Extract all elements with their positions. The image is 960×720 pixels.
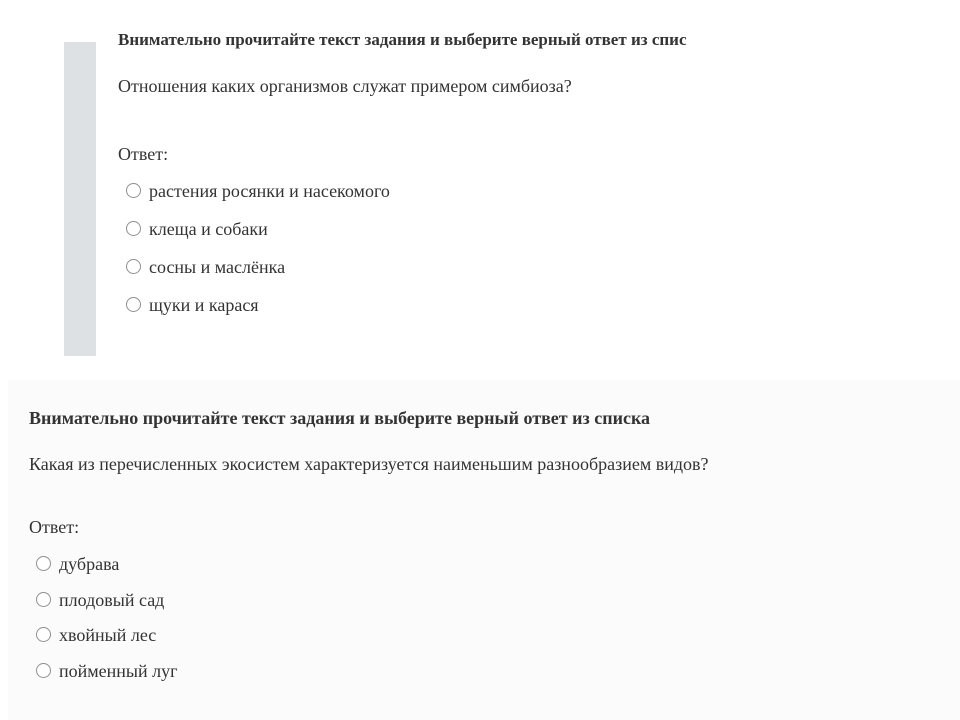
radio-button[interactable] — [36, 627, 51, 642]
answer-options — [126, 180, 390, 332]
answer-option[interactable] — [36, 553, 178, 589]
question-side-bar — [64, 42, 96, 356]
option-label[interactable]: клеща и собаки — [149, 219, 268, 239]
radio-button[interactable] — [126, 259, 141, 274]
option-label[interactable]: сосны и маслёнка — [149, 257, 286, 277]
answer-option[interactable] — [36, 624, 178, 660]
radio-button[interactable] — [36, 663, 51, 678]
option-label[interactable]: пойменный луг — [59, 660, 178, 681]
quiz-question-ecosystem — [0, 380, 960, 720]
answer-label: Ответ: — [29, 517, 80, 537]
quiz-question-symbiosis — [64, 0, 960, 356]
answer-option[interactable] — [126, 294, 390, 332]
answer-option[interactable] — [126, 256, 390, 294]
option-label[interactable]: щуки и карася — [149, 295, 259, 315]
radio-button[interactable] — [126, 297, 141, 312]
answer-options — [36, 553, 178, 695]
radio-button[interactable] — [36, 556, 51, 571]
option-label[interactable]: хвойный лес — [59, 625, 157, 645]
answer-label: Ответ: — [118, 144, 169, 164]
question-text: Какая из перечисленных экосистем характеризуется наименьшим разнообразием видов? — [29, 454, 709, 474]
question-text: Отношения каких организмов служат примером симбиоза? — [118, 76, 572, 96]
answer-option[interactable] — [36, 589, 178, 625]
radio-button[interactable] — [126, 183, 141, 198]
radio-button[interactable] — [36, 592, 51, 607]
option-label[interactable]: дубрава — [59, 554, 120, 574]
task-instruction: Внимательно прочитайте текст задания и выберите верный ответ из спис — [118, 30, 687, 49]
answer-option[interactable] — [126, 180, 390, 218]
radio-button[interactable] — [126, 221, 141, 236]
option-label[interactable]: растения росянки и насекомого — [149, 181, 390, 201]
option-label[interactable]: плодовый сад — [59, 589, 165, 610]
answer-option[interactable] — [36, 660, 178, 696]
answer-option[interactable] — [126, 218, 390, 256]
task-instruction: Внимательно прочитайте текст задания и выберите верный ответ из списка — [29, 408, 651, 428]
